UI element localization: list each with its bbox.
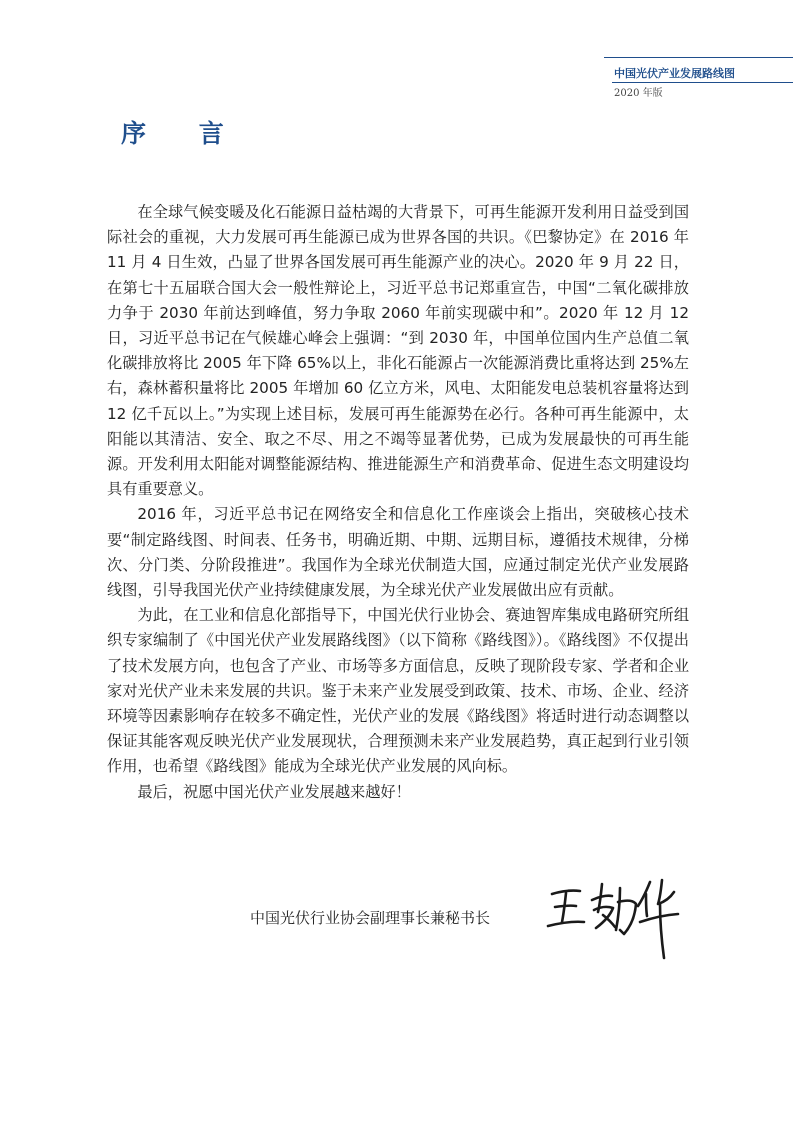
paragraph-2: 2016 年，习近平总书记在网络安全和信息化工作座谈会上指出，突破核心技术要“制定路线图、时间表、任务书，明确近期、中期、远期目标，遵循技术规律，分梯次、分门类、分阶段推进”。我国作为全球光伏制造大国，应通过制定光伏产业发展路线图，引导我国光伏产业持续健康发展，为全球光伏产业发展做出应有贡献。 bbox=[107, 505, 689, 600]
page-title: 序 言 bbox=[121, 119, 246, 148]
paragraph-4: 最后，祝愿中国光伏产业发展越来越好！ bbox=[137, 782, 411, 801]
signatory-title: 中国光伏行业协会副理事长兼秘书长 bbox=[250, 909, 491, 927]
preface-body bbox=[107, 200, 689, 805]
paragraph-1: 在全球气候变暖及化石能源日益枯竭的大背景下，可再生能源开发利用日益受到国际社会的重视，大力发展可再生能源已成为世界各国的共识。《巴黎协定》在 2016 年 11 月 4 日生效，凸显了世界各国发展可再生能源产业的决心。2020 年 9 月 22 日，在第七十五届联合国大会一般性辩论上，习近平总书记郑重宣告，中国“二氧化碳排放力争于 2030 年前达到峰值，努力争取 2060 年前实现碳中和”。2020 年 12 月 12 日，习近平总书记在气候雄心峰会上强调：“到 2030 年，中国单位国内生产总值二氧化碳排放将比 2005 年下降 65%以上，非化石能源占一次能源消费比重将达到 25%左右，森林蓄积量将比 2005 年增加 60 亿立方米，风电、太阳能发电总装机容量将达到 12 亿千瓦以上。”为实现上述目标，发展可再生能源势在必行。各种可再生能源中，太阳能以其清洁、安全、取之不尽、用之不竭等显著优势，已成为发展最快的可再生能源。开发利用太阳能对调整能源结构、推进能源生产和消费革命、促进生态文明建设均具有重要意义。 bbox=[107, 203, 689, 499]
header-divider bbox=[612, 82, 793, 83]
running-header-title: 中国光伏产业发展路线图 bbox=[614, 67, 735, 80]
running-header-edition: 2020 年版 bbox=[614, 88, 663, 99]
header-top-rule bbox=[604, 57, 793, 58]
paragraph-3: 为此，在工业和信息化部指导下，中国光伏行业协会、赛迪智库集成电路研究所组织专家编制了《中国光伏产业发展路线图》（以下简称《路线图》）。《路线图》不仅提出了技术发展方向，也包含了产业、市场等多方面信息，反映了现阶段专家、学者和企业家对光伏产业未来发展的共识。鉴于未来产业发展受到政策、技术、市场、企业、经济环境等因素影响存在较多不确定性，光伏产业的发展《路线图》将适时进行动态调整以保证其能客观反映光伏产业发展现状，合理预测未来产业发展趋势，真正起到行业引领作用，也希望《路线图》能成为全球光伏产业发展的风向标。 bbox=[107, 606, 689, 776]
handwritten-signature bbox=[540, 860, 690, 965]
